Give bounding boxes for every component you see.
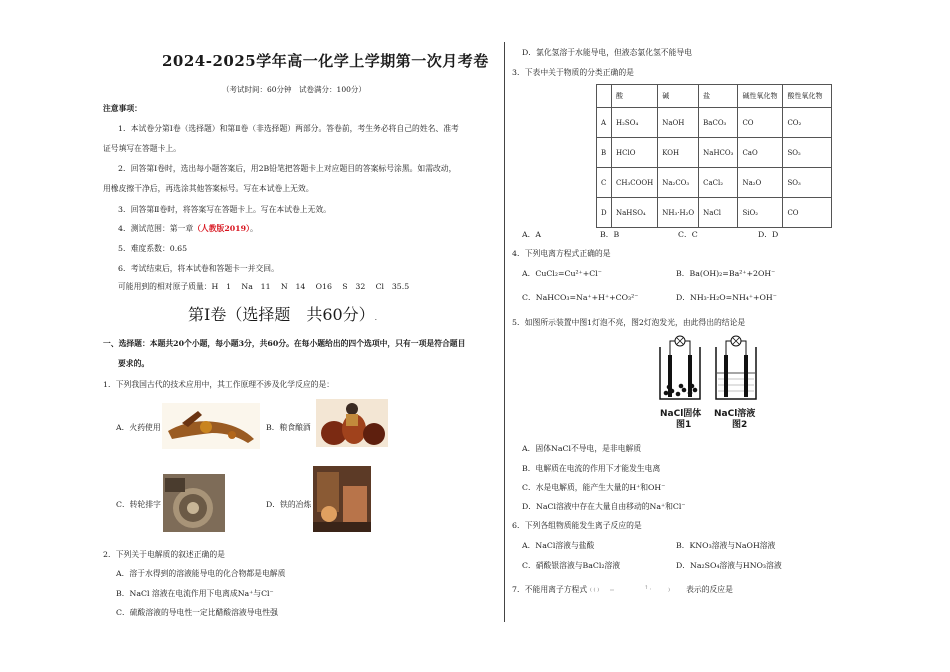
table-header-cell: 酸性氧化物 [783,85,832,108]
column-divider [504,42,505,622]
q4-stem: 4．下列电离方程式正确的是 [512,249,611,258]
q7-stem-a: 7．不能用离子方程式 [512,585,588,594]
q5-stem: 5．如图所示装置中图1灯泡不亮，图2灯泡发光，由此得出的结论是 [512,318,746,327]
classification-table [596,84,832,228]
notes-heading: 注意事项： [103,104,142,113]
fig1-name: 图1 [676,420,692,430]
q3-option-a: A．A [522,230,542,239]
q6-stem: 6．下列各组物质能发生离子反应的是 [512,521,642,530]
fig2-name: 图2 [732,420,748,430]
table-cell: D [597,198,612,228]
q4-option-d: D．NH₃·H₂O=NH₄⁺+OH⁻ [676,293,777,302]
q1-option-d: D．铁的冶炼 [266,500,312,509]
q6-option-a: A．NaCl溶液与盐酸 [522,541,595,550]
note-4 [118,224,258,234]
q2-option-d: D．氯化氢溶于水能导电，但液态氯化氢不能导电 [522,48,692,57]
note-5: 5．难度系数：0.65 [118,244,188,253]
table-cell: CO₂ [783,108,832,138]
table-cell: KOH [658,138,699,168]
q6-option-d: D．Na₂SO₄溶液与HNO₃溶液 [676,561,782,570]
q6-option-b: B．KNO₃溶液与NaOH溶液 [676,541,776,550]
table-cell: H₂SO₄ [612,108,658,138]
q1-stem: 1．下列我国古代的技术应用中，其工作原理不涉及化学反应的是： [103,380,335,389]
section1-intro-b: 要求的。 [118,359,150,368]
table-row [597,168,832,198]
q5-option-a: A．固体NaCl不导电，是非电解质 [522,444,642,453]
table-cell: NaHCO₃ [699,138,738,168]
q3-option-c: C．C [678,230,698,239]
table-row [597,138,832,168]
table-cell: C [597,168,612,198]
gunpowder-image [162,403,260,449]
fig1-label: NaCl固体 [660,409,702,419]
fig2-label: NaCl溶液 [714,409,756,419]
table-cell: Na₂O [738,168,783,198]
table-cell: HClO [612,138,658,168]
q7-stem [512,585,733,595]
svg-text:): ) [667,587,670,593]
table-cell: CO [738,108,783,138]
type-rotation-image [163,474,225,532]
q2-stem: 2．下列关于电解质的叙述正确的是 [103,550,225,559]
table-cell: Na₂CO₃ [658,168,699,198]
table-header-cell: 盐 [699,85,738,108]
section1-intro-a: 一、选择题：本题共20个小题，每小题3分，共60分。在每小题给出的四个选项中，只有一项是符合题目 [103,339,466,348]
q4-option-b: B．Ba(OH)₂=Ba²⁺+2OH⁻ [676,269,776,278]
q7-stem-b: 表示的反应是 [686,585,733,594]
conductivity-apparatus [652,333,764,405]
q6-option-c: C．硝酸银溶液与BaCl₂溶液 [522,561,621,570]
table-cell: NaOH [658,108,699,138]
table-cell: B [597,138,612,168]
q1-option-a: A．火药使用 [116,423,161,432]
table-cell: CO [783,198,832,228]
page-title: 2024-2025学年高一化学上学期第一次月考卷 [162,52,489,70]
volume-title [188,302,377,325]
note-4-end: 。 [249,224,258,233]
q2-option-c: C．硫酸溶液的导电性一定比醋酸溶液导电性强 [116,608,278,617]
note-4-textbook: （人教版2019） [193,224,250,233]
q3-option-b: B．B [600,230,620,239]
table-row [597,198,832,228]
table-row [597,108,832,138]
table-cell: NaHSO₄ [612,198,658,228]
table-header-cell [597,85,612,108]
table-cell: A [597,108,612,138]
iron-smelting-image [313,466,371,532]
table-cell: CaCl₂ [699,168,738,198]
q5-option-b: B．电解质在电流的作用下才能发生电离 [522,464,661,473]
brewing-image [316,399,388,447]
q2-option-b: B．NaCl 溶液在电流作用下电离成Na⁺与Cl⁻ [116,589,274,598]
table-cell: SiO₂ [738,198,783,228]
table-header-cell: 酸 [612,85,658,108]
atomic-masses: 可能用到的相对原子质量：H 1 Na 11 N 14 O16 S 32 Cl 35.5 [118,282,410,291]
note-2a: 2．回答第Ⅰ卷时，选出每小题答案后，用2B铅笔把答题卡上对应题目的答案标号涂黑。如需改动， [118,164,457,173]
note-4-text: 4．测试范围：第一章 [118,224,194,233]
table-cell: NH₃·H₂O [658,198,699,228]
q5-option-d: D．NaCl溶液中存在大量自由移动的Na⁺和Cl⁻ [522,502,686,511]
table-cell: SO₂ [783,138,832,168]
q1-option-b: B．粮食酿酒 [266,423,311,432]
volume-title-text: 第Ⅰ卷（选择题 共60分） [188,305,375,324]
table-header-cell: 碱 [658,85,699,108]
q4-option-c: C．NaHCO₃=Na⁺+H⁺+CO₃²⁻ [522,293,639,302]
table-cell: CH₃COOH [612,168,658,198]
table-cell: SO₃ [783,168,832,198]
svg-text:↑ ,: ↑ , [643,585,651,591]
q5-option-c: C．水是电解质，能产生大量的H⁺和OH⁻ [522,483,666,492]
note-2b: 用橡皮擦干净后，再选涂其他答案标号。写在本试卷上无效。 [103,184,314,193]
note-6: 6．考试结束后，将本试卷和答题卡一并交回。 [118,264,279,273]
svg-text:( ( ): ( ( ) [589,587,599,593]
q4-option-a: A．CuCl₂=Cu²⁺+Cl⁻ [522,269,602,278]
q3-stem: 3．下表中关于物质的分类正确的是 [512,68,634,77]
q2-option-a: A．溶于水得到的溶液能导电的化合物都是电解质 [116,569,286,578]
table-header-row [597,85,832,108]
exam-info: （考试时间：60分钟 试卷满分：100分） [222,85,366,94]
q3-option-d: D．D [758,230,779,239]
table-header-cell: 碱性氧化物 [738,85,783,108]
note-3: 3．回答第Ⅱ卷时，将答案写在答题卡上。写在本试卷上无效。 [118,205,331,214]
volume-mark: . [374,314,377,322]
q1-option-c: C．转轮排字 [116,500,161,509]
note-1a: 1．本试卷分第Ⅰ卷（选择题）和第Ⅱ卷（非选择题）两部分。答卷前，考生务必将自己的姓名、准考 [118,124,459,133]
table-cell: NaCl [699,198,738,228]
note-1b: 证号填写在答题卡上。 [103,144,181,153]
ion-equation-image [590,585,684,595]
table-cell: BaCO₃ [699,108,738,138]
table-cell: CaO [738,138,783,168]
